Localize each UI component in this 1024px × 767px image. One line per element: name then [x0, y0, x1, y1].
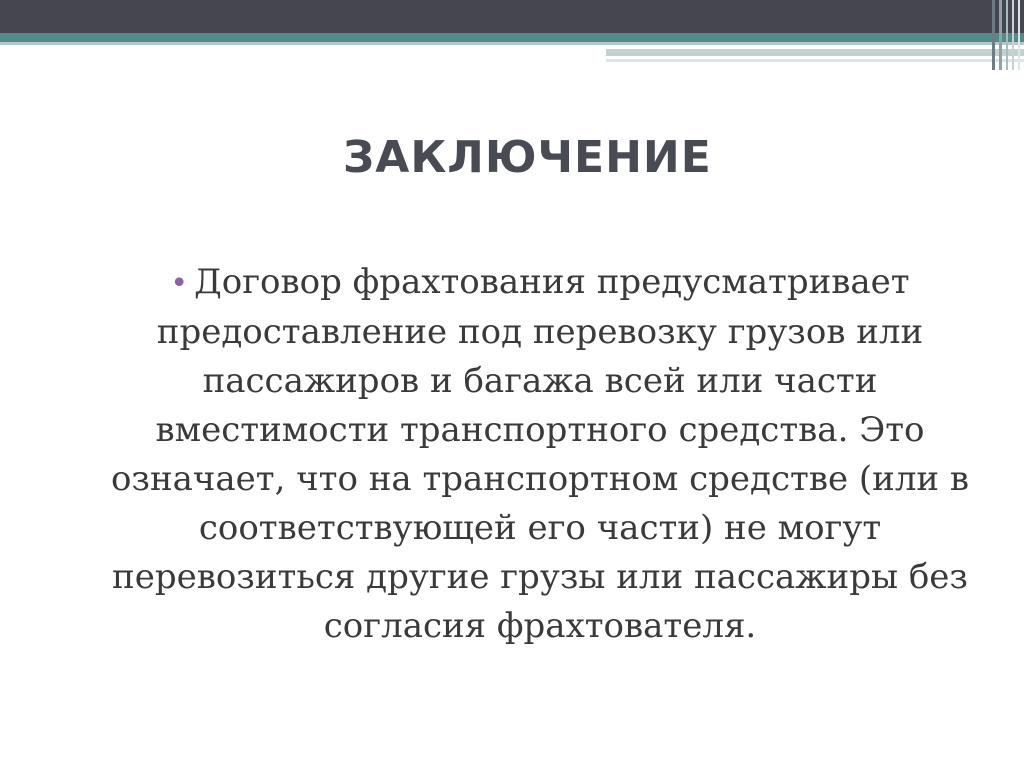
bullet-list-item — [110, 258, 970, 651]
header-band-light — [606, 49, 1024, 56]
decor-stripe — [1018, 0, 1020, 70]
decor-stripe — [1012, 0, 1014, 70]
header-band-teal — [0, 33, 1024, 42]
decor-stripe — [1006, 0, 1008, 70]
header-band-dark — [0, 0, 1024, 33]
bullet-icon: • — [170, 266, 189, 301]
header-band-gray — [0, 42, 1024, 45]
decor-stripe — [992, 0, 995, 70]
slide-title: ЗАКЛЮЧЕНИЕ — [343, 132, 712, 183]
decor-stripe — [999, 0, 1002, 70]
bullet-text: Договор фрахтования предусматривает предоставление под перевозку грузов или пассажиров и багажа всей или части вместимости транспортного средства. Это означает, что на транспортном средстве (или в соответствующей его части) не могут перевозиться другие грузы или пассажиры без согласия фрахтователя. — [110, 262, 970, 646]
header-band-light-secondary — [606, 59, 1024, 62]
